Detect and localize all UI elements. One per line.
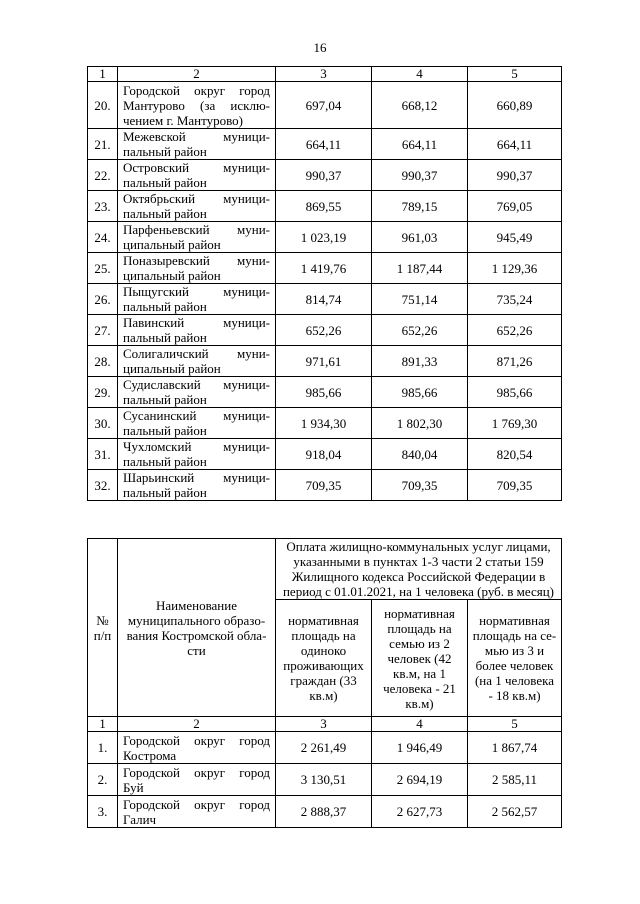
value-family-of-three: 945,49 <box>468 222 562 253</box>
table-row <box>88 346 562 377</box>
value-family-of-two: 789,15 <box>372 191 468 222</box>
value-family-of-three: 1 129,36 <box>468 253 562 284</box>
table-municipal-payments-continued <box>87 66 562 501</box>
table-row <box>88 253 562 284</box>
table-row <box>88 764 562 796</box>
value-family-of-three: 1 867,74 <box>468 732 562 764</box>
value-family-of-three: 2 562,57 <box>468 796 562 828</box>
value-family-of-two: 840,04 <box>372 439 468 470</box>
row-number: 30. <box>88 408 118 439</box>
table-row <box>88 222 562 253</box>
table-row <box>88 129 562 160</box>
municipality-name: Парфеньевский муни-ципальный район <box>118 222 276 253</box>
row-number: 32. <box>88 470 118 501</box>
municipality-name: Шарьинский муници-пальный район <box>118 470 276 501</box>
municipality-name: Павинский муници-пальный район <box>118 315 276 346</box>
column-index-5: 5 <box>468 67 562 82</box>
municipality-name: Поназыревский муни-ципальный район <box>118 253 276 284</box>
table-municipal-payments-2021 <box>87 538 562 828</box>
value-family-of-two: 961,03 <box>372 222 468 253</box>
table-row <box>88 284 562 315</box>
row-number: 29. <box>88 377 118 408</box>
header-single-resident: нормативная площадь на одиноко проживающих граждан (33 кв.м) <box>276 600 372 717</box>
row-number: 28. <box>88 346 118 377</box>
header-family-of-three: нормативная площадь на се-мью из 3 и более человек (на 1 человека - 18 кв.м) <box>468 600 562 717</box>
value-family-of-three: 660,89 <box>468 82 562 129</box>
value-family-of-two: 1 946,49 <box>372 732 468 764</box>
page-number: 16 <box>313 40 327 55</box>
value-family-of-two: 709,35 <box>372 470 468 501</box>
value-family-of-three: 820,54 <box>468 439 562 470</box>
table-row <box>88 732 562 764</box>
table-row <box>88 408 562 439</box>
row-number: 21. <box>88 129 118 160</box>
value-family-of-two: 985,66 <box>372 377 468 408</box>
value-family-of-three: 990,37 <box>468 160 562 191</box>
value-single-resident: 869,55 <box>276 191 372 222</box>
header-row-group <box>88 539 562 600</box>
municipality-name: Городской округ город Кострома <box>118 732 276 764</box>
municipality-name: Чухломский муници-пальный район <box>118 439 276 470</box>
municipality-name: Пыщугский муници-пальный район <box>118 284 276 315</box>
row-number: 3. <box>88 796 118 828</box>
table-row <box>88 470 562 501</box>
value-single-resident: 1 023,19 <box>276 222 372 253</box>
column-index-row <box>88 67 562 82</box>
header-number: № п/п <box>88 539 118 717</box>
value-single-resident: 2 261,49 <box>276 732 372 764</box>
row-number: 23. <box>88 191 118 222</box>
table-row <box>88 796 562 828</box>
table-row <box>88 191 562 222</box>
row-number: 20. <box>88 82 118 129</box>
table-row <box>88 377 562 408</box>
column-index-1: 1 <box>88 717 118 732</box>
municipality-name: Октябрьский муници-пальный район <box>118 191 276 222</box>
municipality-name: Островский муници-пальный район <box>118 160 276 191</box>
value-single-resident: 918,04 <box>276 439 372 470</box>
table-row <box>88 82 562 129</box>
value-single-resident: 664,11 <box>276 129 372 160</box>
column-index-4: 4 <box>372 717 468 732</box>
municipality-name: Городской округ город Буй <box>118 764 276 796</box>
column-index-1: 1 <box>88 67 118 82</box>
value-family-of-three: 2 585,11 <box>468 764 562 796</box>
value-family-of-three: 709,35 <box>468 470 562 501</box>
header-payment-group: Оплата жилищно-коммунальных услуг лицами, указанными в пунктах 1-3 части 2 статьи 159 Жилищного кодекса Российской Федерации в период с 01.01.2021, на 1 человека (руб. в месяц) <box>276 539 562 600</box>
table-row <box>88 160 562 191</box>
row-number: 22. <box>88 160 118 191</box>
value-family-of-three: 1 769,30 <box>468 408 562 439</box>
column-index-5: 5 <box>468 717 562 732</box>
value-single-resident: 2 888,37 <box>276 796 372 828</box>
value-family-of-two: 2 694,19 <box>372 764 468 796</box>
municipality-name: Городской округ город Галич <box>118 796 276 828</box>
value-family-of-two: 751,14 <box>372 284 468 315</box>
value-family-of-two: 1 802,30 <box>372 408 468 439</box>
value-family-of-two: 891,33 <box>372 346 468 377</box>
row-number: 26. <box>88 284 118 315</box>
header-family-of-two: нормативная площадь на семью из 2 человек (42 кв.м, на 1 человека - 21 кв.м) <box>372 600 468 717</box>
value-single-resident: 3 130,51 <box>276 764 372 796</box>
table-row <box>88 315 562 346</box>
row-number: 25. <box>88 253 118 284</box>
value-family-of-three: 871,26 <box>468 346 562 377</box>
value-family-of-two: 652,26 <box>372 315 468 346</box>
row-number: 1. <box>88 732 118 764</box>
row-number: 31. <box>88 439 118 470</box>
row-number: 27. <box>88 315 118 346</box>
value-single-resident: 971,61 <box>276 346 372 377</box>
municipality-name: Солигаличский муни-ципальный район <box>118 346 276 377</box>
value-family-of-three: 664,11 <box>468 129 562 160</box>
municipality-name: Городской округ город Мантурово (за исклю-чением г. Мантурово) <box>118 82 276 129</box>
value-family-of-three: 735,24 <box>468 284 562 315</box>
value-family-of-two: 1 187,44 <box>372 253 468 284</box>
header-municipality-name: Наименование муниципального образо-вания Костромской обла-сти <box>118 539 276 717</box>
municipality-name: Сусанинский муници-пальный район <box>118 408 276 439</box>
value-single-resident: 652,26 <box>276 315 372 346</box>
value-single-resident: 709,35 <box>276 470 372 501</box>
row-number: 2. <box>88 764 118 796</box>
value-family-of-two: 2 627,73 <box>372 796 468 828</box>
value-family-of-three: 652,26 <box>468 315 562 346</box>
table-row <box>88 439 562 470</box>
column-index-2: 2 <box>118 67 276 82</box>
value-single-resident: 990,37 <box>276 160 372 191</box>
column-index-3: 3 <box>276 717 372 732</box>
municipality-name: Судиславский муници-пальный район <box>118 377 276 408</box>
row-number: 24. <box>88 222 118 253</box>
column-index-4: 4 <box>372 67 468 82</box>
municipality-name: Межевской муници-пальный район <box>118 129 276 160</box>
value-family-of-two: 668,12 <box>372 82 468 129</box>
column-index-3: 3 <box>276 67 372 82</box>
value-family-of-three: 769,05 <box>468 191 562 222</box>
value-family-of-two: 990,37 <box>372 160 468 191</box>
value-single-resident: 697,04 <box>276 82 372 129</box>
value-single-resident: 985,66 <box>276 377 372 408</box>
column-index-2: 2 <box>118 717 276 732</box>
value-single-resident: 1 419,76 <box>276 253 372 284</box>
value-single-resident: 1 934,30 <box>276 408 372 439</box>
value-single-resident: 814,74 <box>276 284 372 315</box>
column-index-row <box>88 717 562 732</box>
value-family-of-three: 985,66 <box>468 377 562 408</box>
value-family-of-two: 664,11 <box>372 129 468 160</box>
